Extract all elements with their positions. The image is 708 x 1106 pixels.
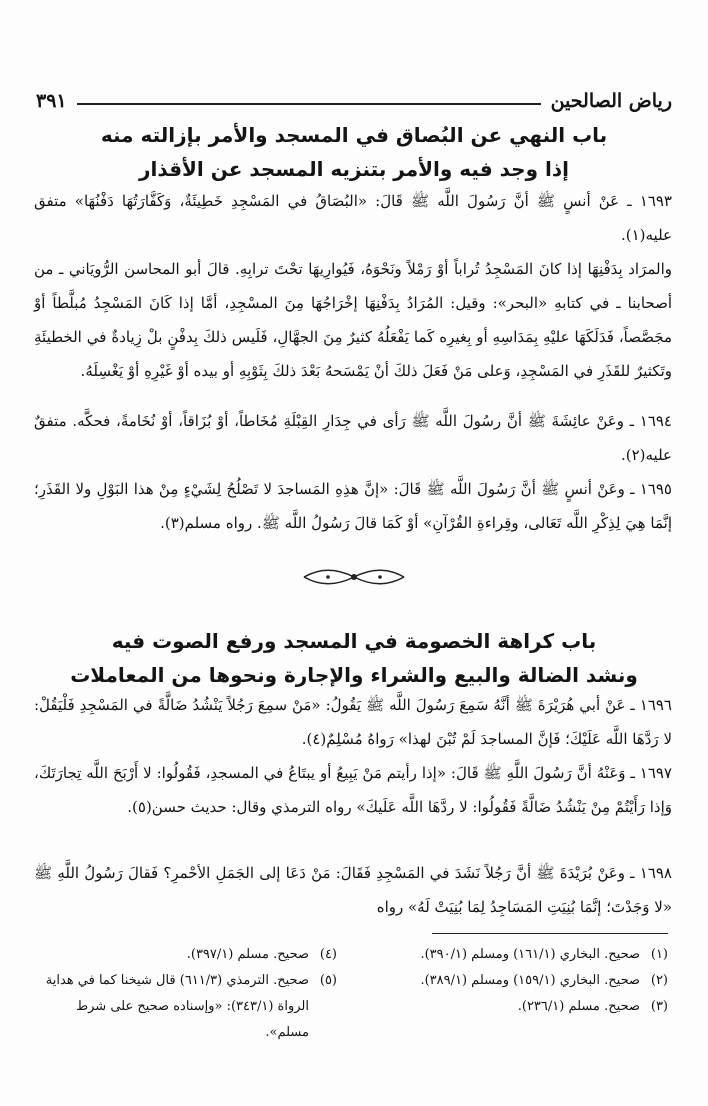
footnote-4 <box>36 942 337 968</box>
hadith-1697: ١٦٩٧ ـ وَعَنْهُ أنَّ رَسُولَ اللَّهِ ﷺ قَالَ: «إذا رأيتم مَنْ يَبِيعُ أو يبتَاعُ في المسجدِ، فَقُولُوا: لا أَرْبَحَ اللَّه تِجارَتَكَ، وَإذا رَأَيْتُمْ مِنْ يَنْشُدُ ضَالَّةً فَقُولُوا: لا ردَّهَا اللَّه عَلَيكَ» رواه الترمذي وقال: حديث حسن(٥). <box>34 764 672 816</box>
page-header <box>36 80 672 112</box>
footnote-text: صحيح. البخاري (١٥٩/١) ومسلم (٣٨٩/١). <box>420 973 640 988</box>
footnotes-column-left <box>36 942 347 1046</box>
chapter-title-2-line-2: ونشد الضالة والبيع والشراء والإجارة ونحوها من المعاملات <box>70 663 638 687</box>
footnote-1 <box>367 942 668 968</box>
footnote-3 <box>367 994 668 1020</box>
chapter-title-1-line-1: باب النهي عن البُصاق في المسجد والأمر بإزالته منه <box>100 123 608 147</box>
footnote-text: صحيح. مسلم (٣٩٧/١). <box>186 947 309 962</box>
footnotes <box>36 942 668 1046</box>
footnote-mark: (٤) <box>319 947 337 962</box>
footnote-text: صحيح. الترمذي (٦١١/٣) قال شيخنا كما في هداية الرواة (٣٤٣/١): «وإسناده صحيح على شرط مسلم». <box>45 973 309 1040</box>
footnote-text: صحيح. مسلم (٢٣٦/١). <box>517 999 640 1014</box>
header-rule <box>77 103 541 105</box>
running-title: رياض الصالحين <box>550 90 672 112</box>
hadith-1696: ١٦٩٦ ـ عَنْ أبي هُرَيْرَةَ ﷺ أنَّهُ سَمِعَ رَسُولَ اللَّه ﷺ يَقُولُ: «مَنْ سمِعَ رَجُلاً يَنْشُدُ ضَالَّةً في المَسْجِدِ فَلْيَقُلْ: لا رَدَّهَا اللَّه عَلَيْكَ؛ فَإنَّ المساجدَ لَمْ تُبْنَ لهذا» رَواهُ مُسْلِمٌ(٤). <box>34 696 672 748</box>
footnote-mark: (٢) <box>650 973 668 988</box>
footnote-text: صحيح. البخاري (١٦١/١) ومسلم (٣٩٠/١). <box>420 947 640 962</box>
hadith-1695: ١٦٩٥ ـ وعَنْ أنسٍ ﷺ أنَّ رَسُولَ اللَّه ﷺ قَالَ: «إنَّ هذِهِ المَساجدَ لا تَصْلُحُ لِشَيْءٍ مِنْ هذا البَوْلِ ولا القَذَرِ؛ إنَّمَا هِيَ لِذِكْرِ اللَّه تَعَالى، وقِراءةِ القُرْآنِ» أوْ كَمَا قالَ رَسُولُ اللَّه ﷺ. رواه مسلم(٣). <box>34 480 672 532</box>
chapter-title-1-line-2: إذا وجد فيه والأمر بتنزيه المسجد عن الأقذار <box>139 157 569 181</box>
footnote-mark: (١) <box>650 947 668 962</box>
chapter-title-1 <box>40 118 668 186</box>
footnote-separator <box>432 933 668 934</box>
footnote-5 <box>36 968 337 1046</box>
chapter-title-2 <box>40 624 668 692</box>
footnote-mark: (٥) <box>319 973 337 988</box>
page-number: ٣٩١ <box>36 90 67 112</box>
footnote-mark: (٣) <box>650 999 668 1014</box>
hadith-1698: ١٦٩٨ ـ وعَنْ بُرَيْدَةَ ﷺ أنَّ رَجُلاً نَشَدَ في المَسْجِدِ فَقَالَ: مَنْ دَعَا إلى الجَمَلِ الأحْمرِ؟ فَقالَ رَسُولُ اللَّهِ ﷺ «لا وَجَدْتَ؛ إنَّمَا بُنِيَتِ المَسَاجِدُ لِمَا بُنِيَتْ لَهُ» رواه <box>34 864 672 916</box>
section-divider-ornament-icon <box>300 564 408 590</box>
explanation-paragraph: والمرَاد بِدَفْنِهَا إذا كانَ المَسْجِدُ تُراباً أوْ رَمْلاً ونَحْوَهُ، فَيُوارِيهَا تحْتَ ترابِهِ. قالَ أبو المحاسن الرُّويَاني ـ من أصحابنا ـ في كتابهِ «البحر»: وقيل: المُرَادُ بِدَفْنِهَا إخْرَاجُهَا مِنَ المسْجِدِ، أمَّا إذا كَانَ المَسْجِدُ مُبلَّطاً أوْ مجَصَّصاً، فَدَلَكَهَا عليْهِ بِمَدَاسِهِ أو بِغيرِه كَما يَفْعَلُهُ كثيرٌ مِنَ الجهَّالِ، فَلَيس ذلكَ بِدفْنٍ بلْ زِيادةٌ في الخطيئَةِ وتَكثيرٌ للقَذَرِ في المَسْجِدِ، وَعلى مَنْ فَعَلَ ذلكَ أنْ يَمْسَحهُ بَعْدَ ذلكَ بِثَوْبِهِ أو بيده أوْ غَيْرِهِ أوْ يَغْسِلَهُ. <box>34 260 672 380</box>
footnote-2 <box>367 968 668 994</box>
footnotes-column-right <box>347 942 668 1046</box>
chapter-title-2-line-1: باب كراهة الخصومة في المسجد ورفع الصوت فيه <box>111 629 597 653</box>
hadith-1693: ١٦٩٣ ـ عَنْ أنسٍ ﷺ أنَّ رَسُولَ اللَّه ﷺ قَالَ: «البُصَاقُ في المَسْجِدِ خَطِيئَةٌ، وَكَفَّارَتُهَا دَفْنُهَا» متفق عليه(١). <box>34 192 672 244</box>
hadith-1694: ١٦٩٤ ـ وعَنْ عائِشَةَ ﷺ أنَّ رسُولَ اللَّه ﷺ رَأى في جِدَارِ القِبْلَةِ مُخَاطاً، أوْ بُزَاقاً، أوْ نُخَامةً، فحكَّه. متفقٌ عليه(٢). <box>34 412 672 464</box>
